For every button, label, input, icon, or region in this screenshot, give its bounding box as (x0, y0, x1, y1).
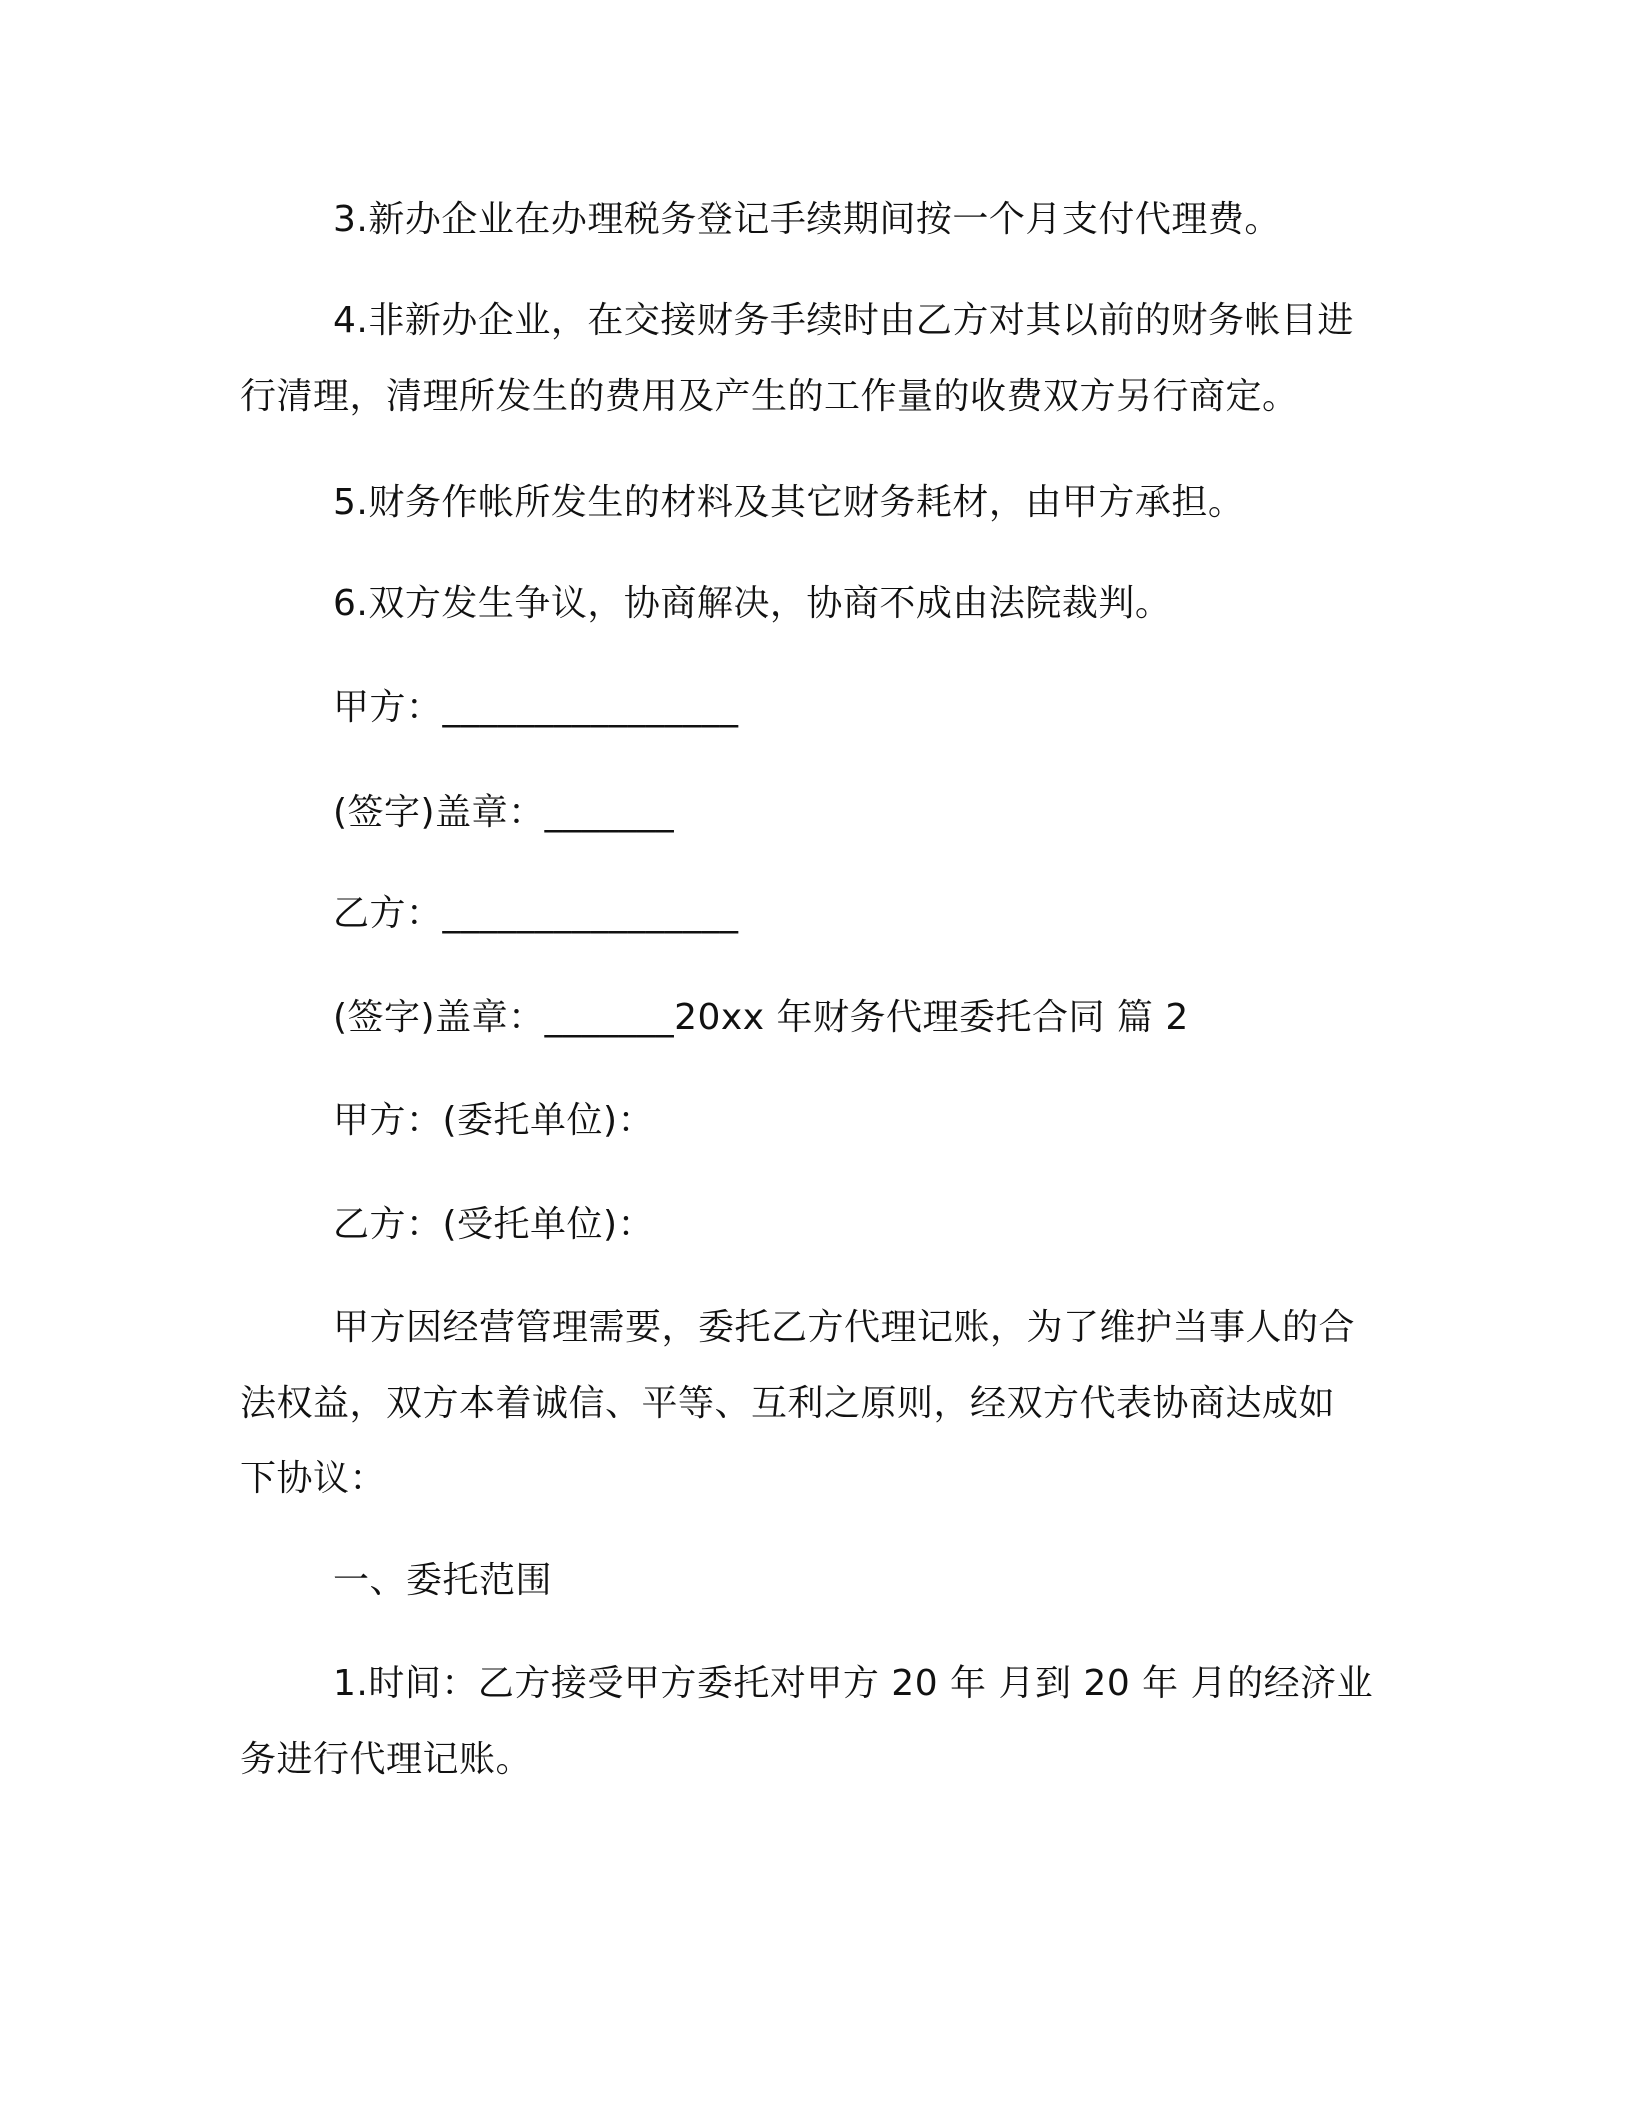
party-b-entrusted-unit: 乙方：(受托单位)： (333, 1204, 655, 1245)
party-a-entrusting-unit: 甲方：(委托单位)： (333, 1100, 655, 1141)
paragraph-item-4-line-2: 行清理，清理所发生的费用及产生的工作量的收费双方另行商定。 (240, 376, 1299, 417)
agreement-intro-line-2: 法权益，双方本着诚信、平等、互利之原则，经双方代表协商达成如 (240, 1383, 1336, 1424)
agreement-intro-line-3: 下协议： (240, 1458, 387, 1499)
agreement-intro-line-1: 甲方因经营管理需要，委托乙方代理记账，为了维护当事人的合 (333, 1307, 1356, 1348)
section-heading-scope: 一、委托范围 (333, 1560, 553, 1601)
paragraph-item-5-materials: 5.财务作帐所发生的材料及其它财务耗材，由甲方承担。 (333, 482, 1245, 523)
party-b-seal-and-section-title: (签字)盖章：_______20xx 年财务代理委托合同 篇 2 (333, 997, 1189, 1038)
paragraph-item-3-fee: 3.新办企业在办理税务登记手续期间按一个月支付代理费。 (333, 199, 1281, 240)
paragraph-item-4-line-1: 4.非新办企业，在交接财务手续时由乙方对其以前的财务帐目进 (333, 300, 1354, 341)
party-a-signature-line: 甲方：________________ (333, 687, 739, 728)
scope-item-1-line-1: 1.时间：乙方接受甲方委托对甲方 20 年 月到 20 年 月的经济业 (333, 1663, 1374, 1704)
party-b-signature-line: 乙方：________________ (333, 893, 739, 934)
scope-item-1-line-2: 务进行代理记账。 (240, 1739, 533, 1780)
paragraph-item-6-dispute: 6.双方发生争议，协商解决，协商不成由法院裁判。 (333, 583, 1172, 624)
party-a-seal-line: (签字)盖章：_______ (333, 792, 675, 833)
